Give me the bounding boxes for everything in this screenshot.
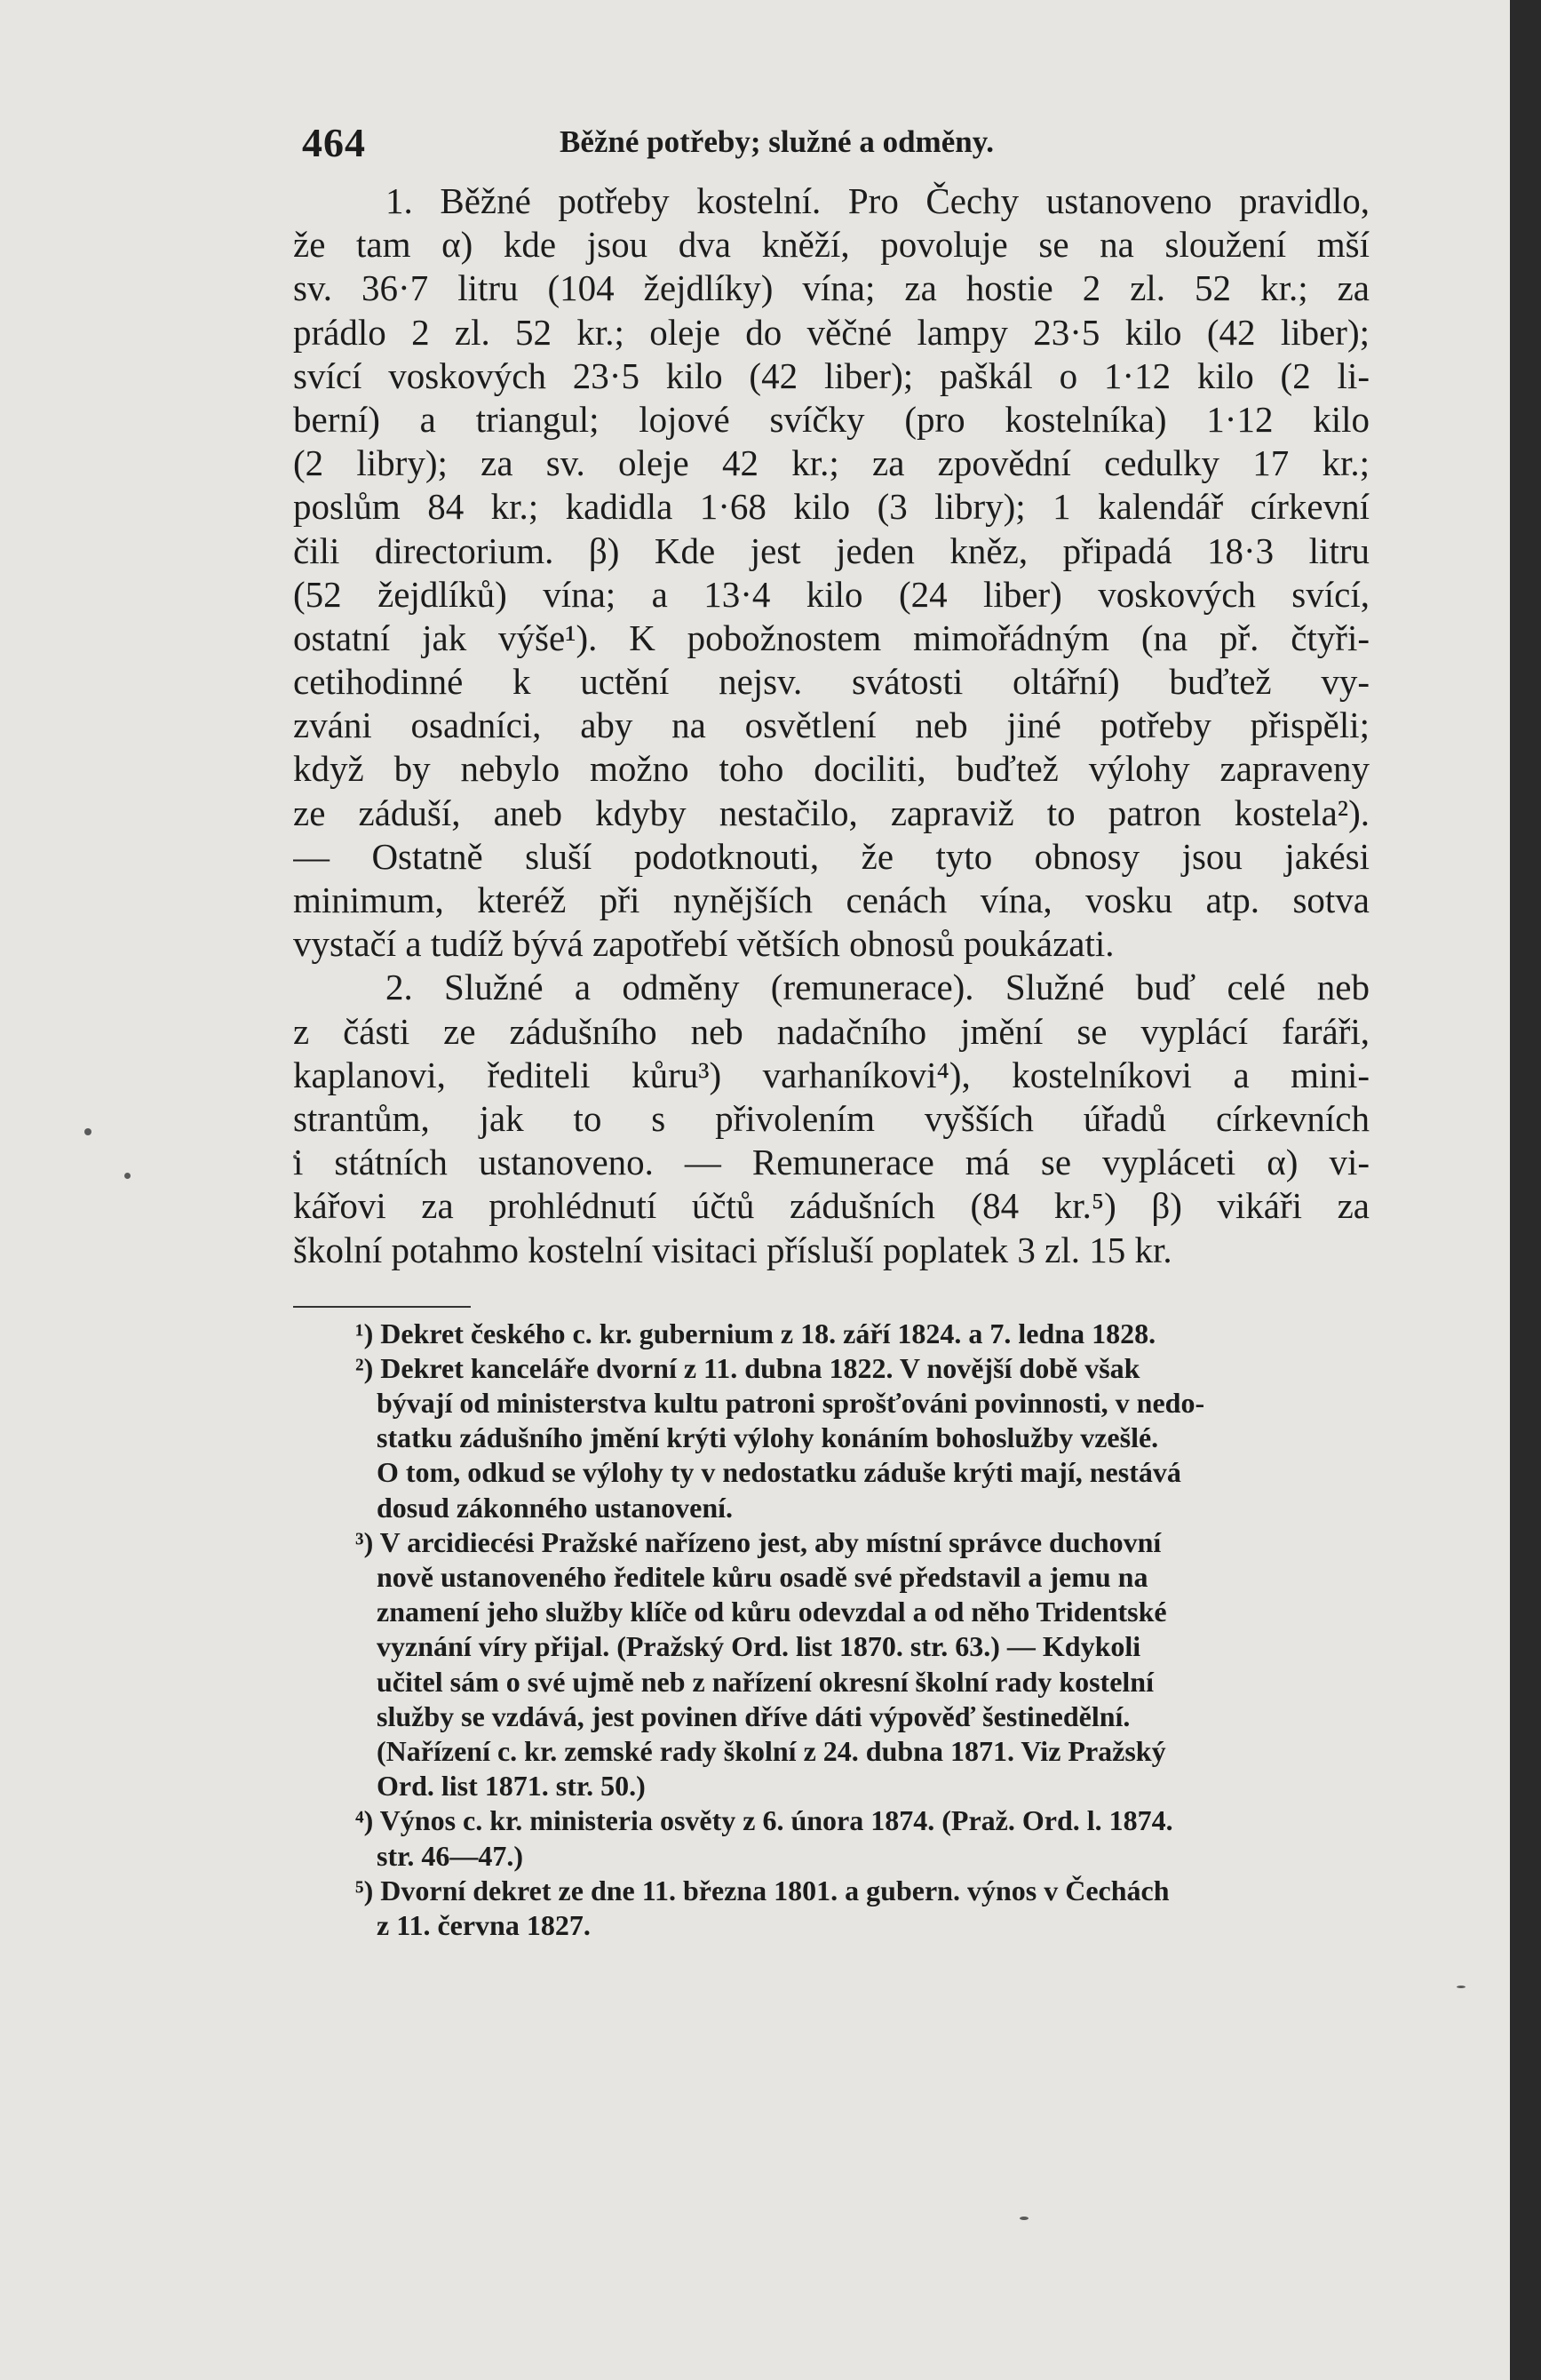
scan-speck	[1020, 2217, 1029, 2220]
running-head	[293, 114, 1370, 167]
body-line: kářovi za prohlédnutí účtů zádušních (84 kr.⁵) β) vikáři za	[293, 1185, 1370, 1227]
scan-edge	[1510, 0, 1541, 2380]
body-line: ze záduší, aneb kdyby nestačilo, zapraviž to patron kostela²).	[293, 792, 1370, 833]
footnote-line: dosud zákonného ustanovení.	[377, 1491, 734, 1524]
body-line: 2. Služné a odměny (remunerace). Služné buď celé neb	[385, 967, 1370, 1008]
book-page	[293, 114, 1370, 1943]
page-number: 464	[302, 120, 366, 165]
body-line: z části ze zádušního neb nadačního jmění se vyplácí faráři,	[293, 1010, 1370, 1052]
body-line: školní potahmo kostelní visitaci přísluší poplatek 3 zl. 15 kr.	[293, 1229, 1172, 1270]
body-line: svící voskových 23·5 kilo (42 liber); paškál o 1·12 kilo (2 li-	[293, 354, 1370, 396]
footnote-line: bývají od ministerstva kultu patroni sprošťováni povinnosti, v nedo-	[377, 1387, 1205, 1420]
footnotes	[293, 1317, 1370, 1943]
footnote-line: znamení jeho služby klíče od kůru odevzdal a od něho Tridentské	[377, 1596, 1167, 1628]
footnote-line: str. 46—47.)	[377, 1839, 524, 1872]
body-line: sv. 36·7 litru (104 žejdlíky) vína; za hostie 2 zl. 52 kr.; za	[293, 267, 1370, 309]
body-line: zváni osadníci, aby na osvětlení neb jiné potřeby přispěli;	[293, 704, 1370, 746]
body-line: že tam α) kde jsou dva kněží, povoluje se na sloužení mší	[293, 224, 1370, 266]
body-line: — Ostatně sluší podotknouti, že tyto obnosy jsou jakési	[293, 835, 1370, 877]
body-line: poslům 84 kr.; kadidla 1·68 kilo (3 libry); 1 kalendář církevní	[293, 486, 1370, 528]
footnote-line: (Nařízení c. kr. zemské rady školní z 24. dubna 1871. Viz Pražský	[377, 1734, 1166, 1767]
body-line: vystačí a tudíž bývá zapotřebí větších obnosů poukázati.	[293, 923, 1115, 965]
body-line: 1. Běžné potřeby kostelní. Pro Čechy ustanoveno pravidlo,	[385, 180, 1370, 221]
footnote-line: ¹) Dekret českého c. kr. gubernium z 18. září 1824. a 7. ledna 1828.	[355, 1317, 1156, 1349]
footnote-line: vyznání víry přijal. (Pražský Ord. list 1870. str. 63.) — Kdykoli	[377, 1630, 1141, 1663]
running-title: Běžné potřeby; služné a odměny.	[560, 124, 995, 159]
footnote-line: ³) V arcidiecési Pražské nařízeno jest, aby místní správce duchovní	[355, 1525, 1162, 1558]
footnote-line: statku zádušního jmění krýti výlohy konáním bohoslužby vzešlé.	[377, 1421, 1159, 1454]
footnote-line: ⁴) Výnos c. kr. ministeria osvěty z 6. února 1874. (Praž. Ord. l. 1874.	[355, 1804, 1173, 1837]
scan-speck	[124, 1173, 131, 1179]
footnote-line: Ord. list 1871. str. 50.)	[377, 1770, 646, 1803]
body-line: čili directorium. β) Kde jest jeden kněz, připadá 18·3 litru	[293, 529, 1370, 571]
body-line: strantům, jak to s přivolením vyšších úřadů církevních	[293, 1097, 1370, 1139]
body-line: (52 žejdlíků) vína; a 13·4 kilo (24 liber) voskových svící,	[293, 573, 1370, 615]
footnote-line: učitel sám o své ujmě neb z nařízení okresní školní rady kostelní	[377, 1665, 1154, 1698]
body-line: kaplanovi, řediteli kůru³) varhaníkovi⁴), kostelníkovi a mini-	[293, 1054, 1370, 1095]
body-line: berní) a triangul; lojové svíčky (pro kostelníka) 1·12 kilo	[293, 398, 1370, 440]
footnote-line: O tom, odkud se výlohy ty v nedostatku záduše krýti mají, nestává	[377, 1456, 1181, 1489]
footnote-line: služby se vzdává, jest povinen dříve dáti výpověď šestinedělní.	[377, 1699, 1131, 1732]
body-line: i státních ustanoveno. — Remunerace má se vypláceti α) vi-	[293, 1142, 1370, 1183]
footnote-line: ²) Dekret kanceláře dvorní z 11. dubna 1822. V novější době však	[355, 1351, 1140, 1384]
body-line: ostatní jak výše¹). K pobožnostem mimořádným (na př. čtyři-	[293, 617, 1370, 658]
footnote-line: nově ustanoveného ředitele kůru osadě své představil a jemu na	[377, 1561, 1148, 1593]
footnote-separator	[293, 1306, 471, 1308]
body-line: prádlo 2 zl. 52 kr.; oleje do věčné lampy 23·5 kilo (42 liber);	[293, 311, 1370, 353]
scan-speck	[84, 1128, 91, 1135]
body-line: (2 libry); za sv. oleje 42 kr.; za zpovědní cedulky 17 kr.;	[293, 442, 1370, 484]
body-line: cetihodinné k uctění nejsv. svátosti oltářní) buďtež vy-	[293, 661, 1370, 703]
body-line: minimum, kteréž při nynějších cenách vína, vosku atp. sotva	[293, 880, 1370, 920]
scan-speck	[1457, 1986, 1466, 1988]
body-text	[293, 179, 1370, 1272]
footnote-line: ⁵) Dvorní dekret ze dne 11. března 1801. a gubern. výnos v Čechách	[355, 1874, 1170, 1906]
footnote-line: z 11. června 1827.	[377, 1908, 591, 1941]
body-line: když by nebylo možno toho dociliti, buďtež výlohy zapraveny	[293, 748, 1370, 790]
